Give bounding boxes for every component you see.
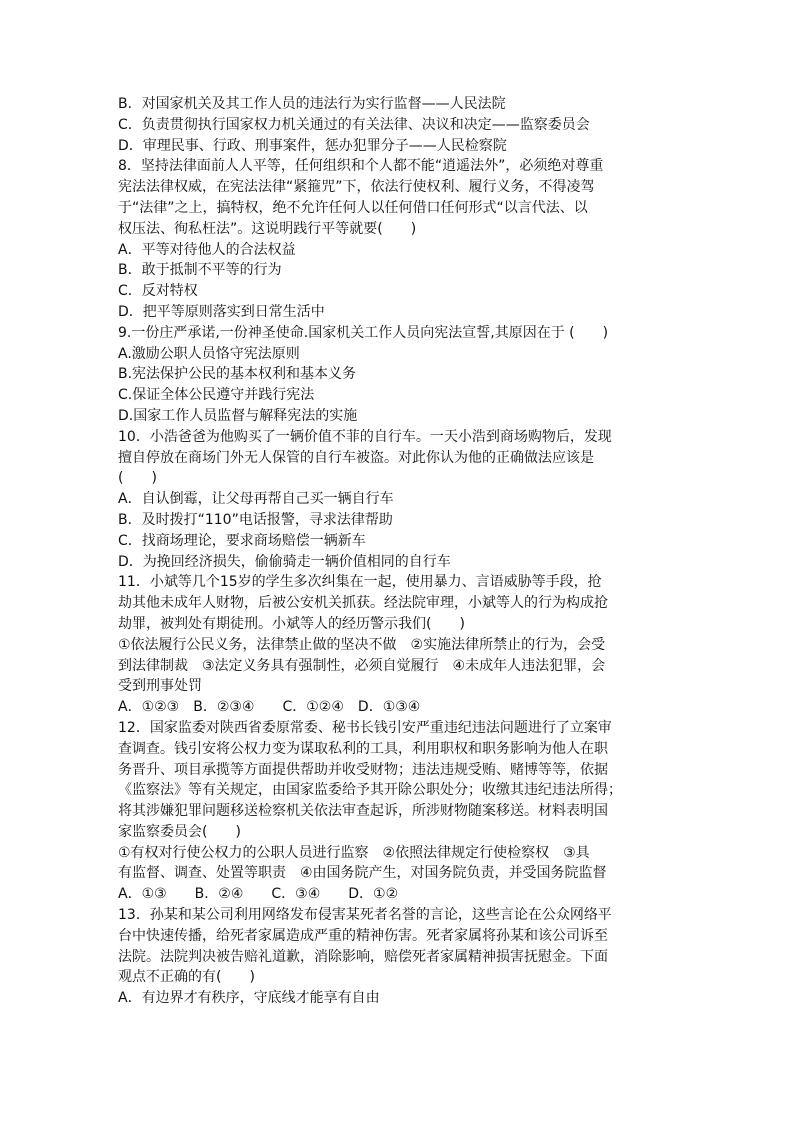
text-line: D.国家工作人员监督与解释宪法的实施 — [118, 407, 358, 424]
text-line: C．找商场理论，要求商场赔偿一辆新车 — [118, 532, 366, 549]
text-line: 11．小斌等几个15岁的学生多次纠集在一起，使用暴力、言语威胁等手段，抢 — [118, 574, 602, 591]
text-line: D．把平等原则落实到日常生活中 — [118, 303, 325, 320]
text-line: 观点不正确的有( ) — [118, 969, 255, 986]
text-line: 务晋升、项目承揽等方面提供帮助并收受财物；违法违规受贿、赌博等等，依据 — [118, 761, 608, 778]
document-page — [118, 94, 680, 1009]
text-line: C．反对特权 — [118, 283, 198, 300]
text-line: A．平等对待他人的合法权益 — [118, 241, 296, 258]
text-line: 家监察委员会( ) — [118, 823, 241, 840]
text-line: A．有边界才有秩序，守底线才能享有自由 — [118, 990, 380, 1007]
text-line: 到法律制裁 ③法定义务具有强制性，必须自觉履行 ④未成年人违法犯罪，会 — [118, 657, 606, 674]
text-line: C.保证全体公民遵守并践行宪法 — [118, 387, 315, 404]
text-line: D．为挽回经济损失，偷偷骑走一辆价值相同的自行车 — [118, 553, 451, 570]
text-line: 《监察法》等有关规定，由国家监委给予其开除公职处分；收缴其违纪违法所得； — [118, 782, 622, 799]
text-line: A．自认倒霉，让父母再帮自己买一辆自行车 — [118, 491, 394, 508]
text-line: 受到刑事处罚 — [118, 678, 202, 695]
text-line: ①依法履行公民义务，法律禁止做的坚决不做 ②实施法律所禁止的行为，会受 — [118, 636, 606, 653]
text-line: A．①③ B．②④ C．③④ D．①② — [118, 886, 399, 903]
text-line: 宪法法律权威，在宪法法律“紧箍咒”下，依法行使权利、履行义务，不得凌驾 — [118, 179, 595, 196]
text-line: A.激励公职人员恪守宪法原则 — [118, 345, 300, 362]
text-line: ( ) — [118, 470, 157, 487]
text-line: 权压法、徇私枉法”。这说明践行平等就要( ) — [118, 220, 417, 237]
text-line: ①有权对行使公权力的公职人员进行监察 ②依照法律规定行使检察权 ③具 — [118, 844, 590, 861]
text-line: 将其涉嫌犯罪问题移送检察机关依法审查起诉，所涉财物随案移送。材料表明国 — [118, 803, 608, 820]
text-line: 8．坚持法律面前人人平等，任何组织和个人都不能“逍遥法外”，必须绝对尊重 — [118, 158, 604, 175]
text-line: 13．孙某和某公司利用网络发布侵害某死者名誉的言论，这些言论在公众网络平 — [118, 907, 612, 924]
text-line: 12．国家监委对陕西省委原常委、秘书长钱引安严重违纪违法问题进行了立案审 — [118, 719, 612, 736]
text-line: B．对国家机关及其工作人员的违法行为实行监督——人民法院 — [118, 96, 506, 112]
text-line: B．敢于抵制不平等的行为 — [118, 262, 282, 279]
text-line: B．及时拨打“110”电话报警，寻求法律帮助 — [118, 511, 393, 528]
text-line: A．①②③ B．②③④ C．①②④ D．①③④ — [118, 699, 421, 716]
text-line: 法院。法院判决被告赔礼道歉，消除影响，赔偿死者家属精神损害抚慰金。下面 — [118, 948, 608, 965]
text-line: D．审理民事、行政、刑事案件，惩办犯罪分子——人民检察院 — [118, 137, 507, 154]
text-line: B.宪法保护公民的基本权利和基本义务 — [118, 366, 357, 383]
text-line: 有监督、调查、处置等职责 ④由国务院产生，对国务院负责，并受国务院监督 — [118, 865, 607, 882]
text-line: 10．小浩爸爸为他购买了一辆价值不菲的自行车。一天小浩到商场购物后，发现 — [118, 428, 612, 445]
text-line: 擅自停放在商场门外无人保管的自行车被盗。对此你认为他的正确做法应该是 — [118, 449, 594, 466]
text-line: C．负责贯彻执行国家权力机关通过的有关法律、决议和决定——监察委员会 — [118, 116, 590, 133]
text-line: 劫罪，被判处有期徒刑。小斌等人的经历警示我们( ) — [118, 615, 465, 632]
text-line: 查调查。钱引安将公权力变为谋取私利的工具，利用职权和职务影响为他人在职 — [118, 740, 608, 757]
text-line: 劫其他未成年人财物，后被公安机关抓获。经法院审理，小斌等人的行为构成抢 — [118, 595, 608, 612]
text-line: 于“法律”之上，搞特权，绝不允许任何人以任何借口任何形式“以言代法、以 — [118, 199, 588, 216]
text-line: 9.一份庄严承诺,一份神圣使命.国家机关工作人员向宪法宣誓,其原因在于 ( ) — [118, 324, 609, 341]
text-line: 台中快速传播，给死者家属造成严重的精神伤害。死者家属将孙某和该公司诉至 — [118, 927, 608, 944]
